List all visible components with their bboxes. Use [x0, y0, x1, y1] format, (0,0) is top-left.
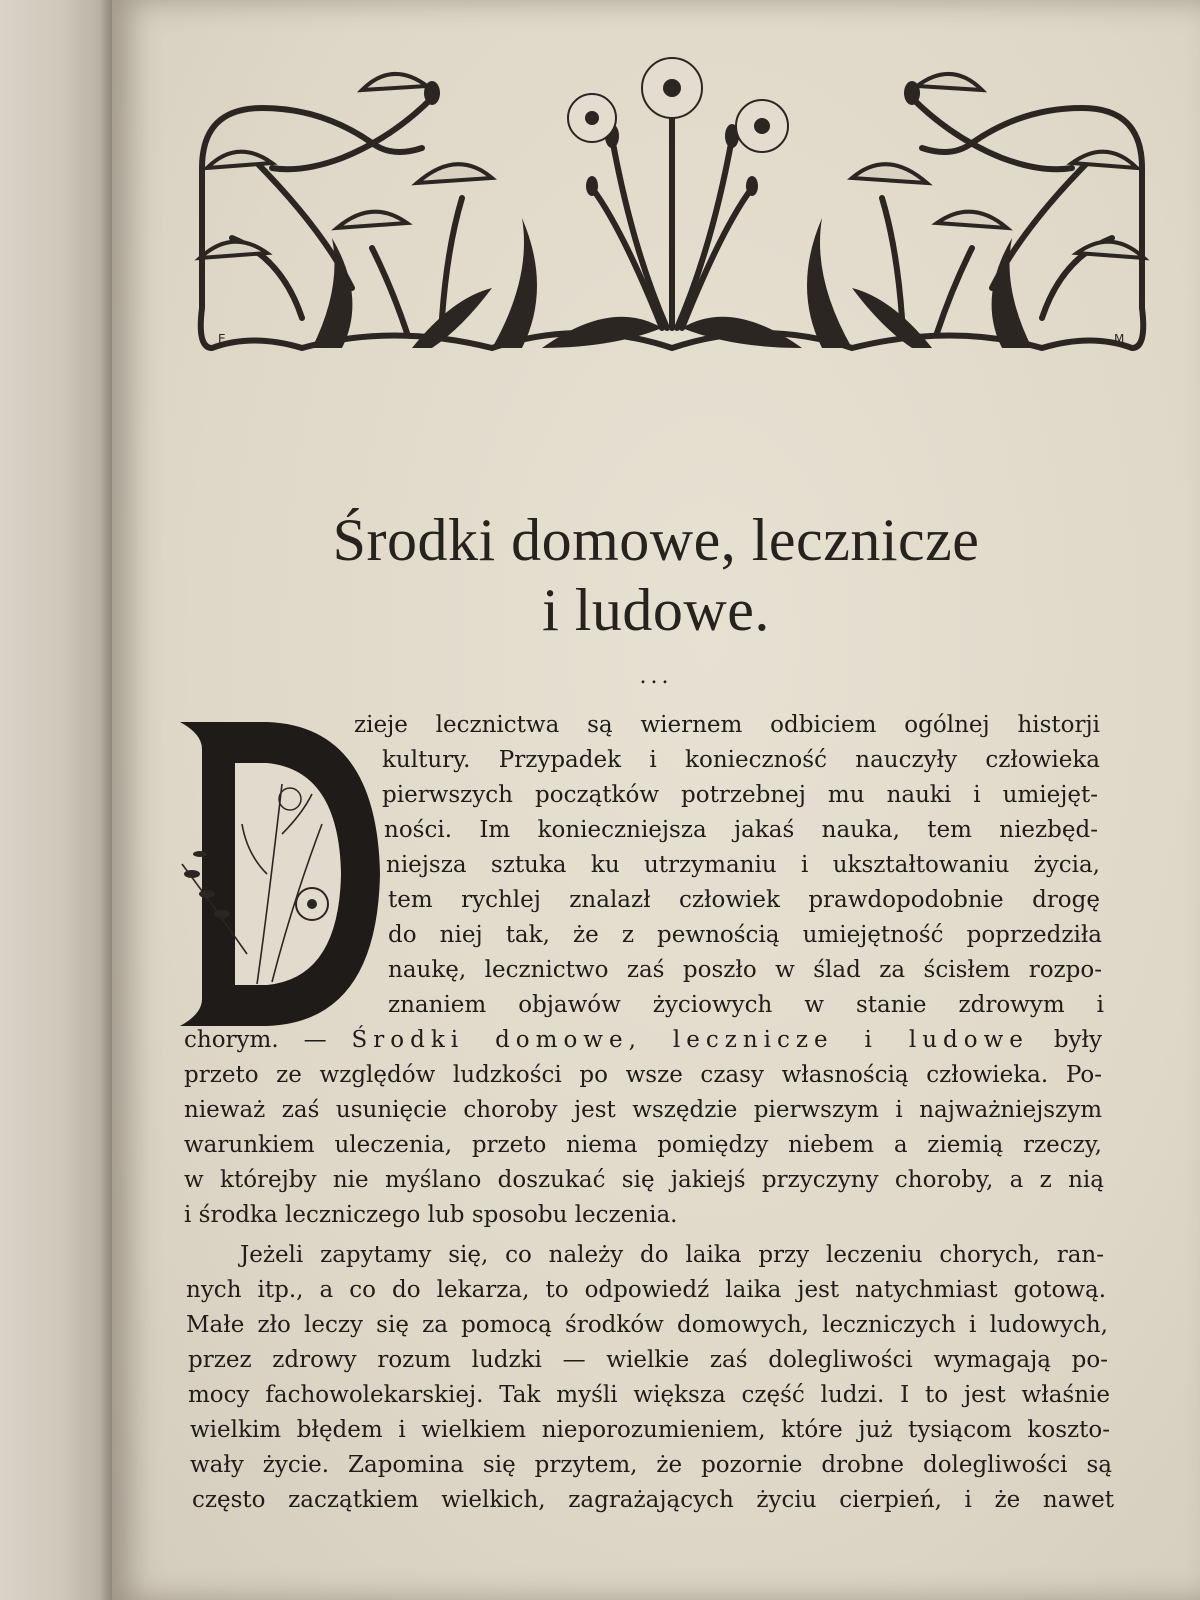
paragraph-2-line-2: nych itp., a co do lekarza, to odpowiedź laika jest natychmiast gotową.	[186, 1277, 1106, 1303]
title-separator-dots: ...	[639, 664, 673, 689]
chapter-title	[112, 505, 1200, 645]
floral-headpiece-ornament	[192, 48, 1152, 358]
chapter-title-line-1: Środki domowe, lecznicze	[332, 507, 980, 573]
monogram-left: E	[218, 332, 226, 346]
line-10-spaced-emphasis: Środki domowe, lecznicze i ludowe	[351, 1027, 1029, 1053]
paragraph-1-line-11: przeto ze względów ludzkości po wsze czasy własnością człowieka. Po-	[184, 1062, 1102, 1088]
text-line-6: tem rychlej znalazł człowiek prawdopodobnie drogę	[388, 887, 1100, 913]
text-line-1: zieje lecznictwa są wiernem odbiciem ogólnej historji	[354, 712, 1100, 738]
drop-cap-initial	[172, 714, 392, 1034]
book-gutter-left-page	[0, 0, 112, 1600]
book-page	[112, 0, 1200, 1600]
paragraph-2-line-5: mocy fachowolekarskiej. Tak myśli większa część ludzi. I to jest właśnie	[188, 1382, 1110, 1408]
text-line-9: znaniem objawów życiowych w stanie zdrowym i	[388, 992, 1104, 1018]
paragraph-1-line-12: nieważ zaś usunięcie choroby jest wszędzie pierwszym i najważniejszym	[184, 1097, 1102, 1123]
text-line-7: do niej tak, że z pewnością umiejętność poprzedziła	[388, 922, 1102, 948]
text-line-4: ności. Im konieczniejsza jakaś nauka, tem niezbęd-	[384, 817, 1098, 843]
text-line-8: naukę, lecznictwo zaś poszło w ślad za ścisłem rozpo-	[388, 957, 1102, 983]
paragraph-2-line-3: Małe zło leczy się za pomocą środków domowych, leczniczych i ludowych,	[186, 1312, 1108, 1338]
paragraph-1-line-13: warunkiem uleczenia, przeto niema pomiędzy niebem a ziemią rzeczy,	[184, 1132, 1102, 1158]
paragraph-2-line-8: często zaczątkiem wielkich, zagrażających życiu cierpień, i że nawet	[192, 1487, 1114, 1513]
paragraph-1-last-line: i środka leczniczego lub sposobu leczenia.	[184, 1202, 678, 1228]
text-line-3: pierwszych początków potrzebnej mu nauki i umiejęt-	[382, 782, 1098, 808]
paragraph-2-line-1: Jeżeli zapytamy się, co należy do laika przy leczeniu chorych, ran-	[240, 1242, 1104, 1268]
monogram-right: M	[1114, 332, 1125, 346]
text-line-5: niejsza sztuka ku utrzymaniu i ukształtowaniu życia,	[386, 852, 1100, 878]
paragraph-1-line-14: w którejby nie myślano doszukać się jakiejś przyczyny choroby, a z nią	[184, 1167, 1104, 1193]
text-line-2: kultury. Przypadek i konieczność nauczyły człowieka	[382, 747, 1100, 773]
chapter-title-line-2: i ludowe.	[542, 577, 770, 643]
paragraph-2-line-4: przez zdrowy rozum ludzki — wielkie zaś dolegliwości wymagają po-	[188, 1347, 1108, 1373]
line-10-end: były	[1028, 1027, 1102, 1053]
drop-cap-letter: D	[172, 714, 173, 715]
line-10-start: chorym. —	[184, 1027, 352, 1053]
paragraph-2-line-7: wały życie. Zapomina się przytem, że pozornie drobne dolegliwości są	[190, 1452, 1112, 1478]
text-line-10	[184, 1025, 1102, 1056]
paragraph-2-line-6: wielkim błędem i wielkiem nieporozumieniem, które już tysiącom koszto-	[190, 1417, 1110, 1443]
